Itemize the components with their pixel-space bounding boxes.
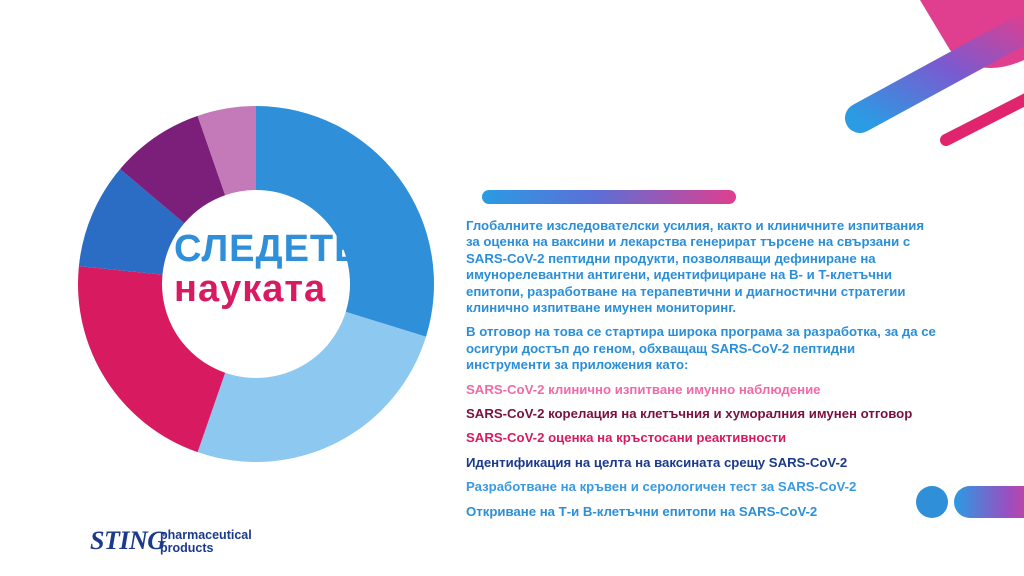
stripe-pink-thin (946, 92, 1024, 140)
logo-subtitle-1: pharmaceutical (160, 528, 252, 542)
response-paragraph: В отговор на това се стартира широка програма за разработка, за да се осигури достъп до геном, обхващащ SARS-CoV-2 пептидни инструменти за приложения като: (466, 324, 936, 373)
application-item: Откриване на Т-и В-клетъчни епитопи на SARS-CoV-2 (466, 503, 818, 519)
application-item: SARS-CoV-2 клинично изпитване имунно наблюдение (466, 381, 821, 397)
pill-gradient (954, 486, 1024, 518)
title-line-2: науката (174, 268, 327, 310)
application-item: Разработване на кръвен и серологичен тест за SARS-CoV-2 (466, 479, 857, 495)
title-line-1: СЛЕДЕТЕ (174, 228, 361, 270)
logo-brand: STING (90, 526, 166, 555)
text-content (466, 218, 936, 528)
donut-segment-2 (198, 312, 426, 462)
application-item: SARS-CoV-2 оценка на кръстосани реактивности (466, 430, 787, 446)
intro-paragraph: Глобалните изследователски усилия, както и клиничните изпитвания за оценка на ваксини и лекарства генерират търсене на свързани с SARS-CoV-2 пептидни продукти, позволяващи дефиниране на имунорелевантни антигени, идентифициране на B- и T-клетъчни епитопи, разработване на терапевтични и диагностични стратегии клинично изпитване имунен мониторинг. (466, 218, 925, 316)
logo-subtitle-2: products (160, 541, 214, 555)
accent-bar (482, 190, 736, 204)
application-item: Идентификация на целта на ваксината срещу SARS-CoV-2 (466, 454, 848, 470)
application-item: SARS-CoV-2 корелация на клетъчния и хуморалния имунен отговор (466, 406, 913, 422)
